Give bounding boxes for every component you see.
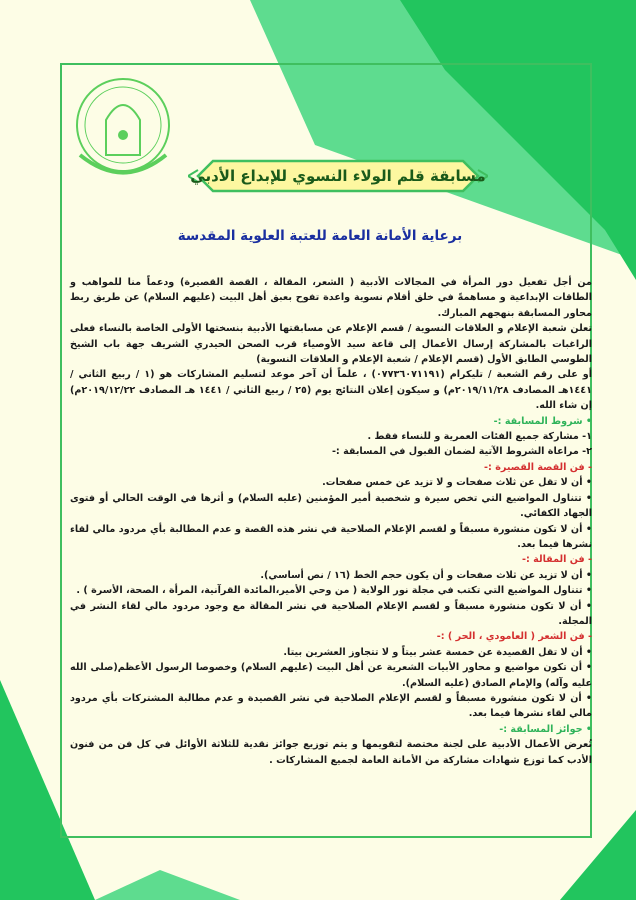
rule-item: • تتناول المواضيع التي تخص سيرة و شخصية أمير المؤمنين (عليه السلام) و أثرها في الوقت الحالي أو فتوى الجهاد الكفائي.: [70, 492, 592, 520]
intro-paragraph: من أجل تفعيل دور المرأة في المجالات الأدبية ( الشعر، المقالة ، القصة القصيرة) ودعماً منا للمواهب و الطاقات الإبداعية و مساهمةً في خلق أقلام نسوية واعدة تفوح بعبق أهل البيت (عليهم السلام) عن طريق ربط محاور المسابقة بنهجهم المبارك.: [70, 277, 592, 319]
green-shape-bottom-left-light: [95, 870, 240, 900]
rule-item: • أن لا تكون منشورة مسبقاً و لقسم الإعلام الصلاحية في نشر هذه القصة و عدم المطالبة بأي مردود مالي لقاء نشرها فيما بعد.: [70, 523, 592, 550]
announcement-body: [70, 275, 592, 768]
sponsorship-subtitle: برعاية الأمانة العامة للعتبة العلوية المقدسة: [177, 228, 463, 244]
short-story-heading: - فن القصة القصيرة :-: [484, 461, 592, 473]
rule-item: • أن لا تكون منشورة مسبقاً و لقسم الإعلام الصلاحية في نشر المقالة مع وجود مردود مالي لقاء النشر في المجلة.: [70, 600, 592, 627]
rule-item: • أن لا تقل القصيدة عن خمسة عشر بيتاً و لا تتجاوز العشرين بيتا.: [283, 646, 592, 658]
condition-item: ١- مشاركة جميع الفئات العمرية و للنساء فقط .: [367, 431, 592, 443]
condition-item: ٢- مراعاة الشروط الآتية لضمان القبول في المسابقة :-: [331, 446, 592, 458]
rule-item: • أن لا تقل عن ثلاث صفحات و لا تزيد عن خمس صفحات.: [322, 477, 592, 489]
prizes-text: تُعرض الأعمال الأدبية على لجنة مختصة لتقويمها و يتم توزيع جوائز نقدية للثلاثة الأوائل في كل فن من فنون الأدب كما توزع شهادات مشاركة من الأمانة العامة لجميع المشاركات .: [70, 739, 592, 766]
intro-paragraph: أو على رقم الشعبة / تليكرام (٠٧٧٣٦٠٧١١٩١) ، علماً أن آخر موعد لتسليم المشاركات هو (١ / ربيع الثاني / ١٤٤١هـ المصادف ٢٠١٩/١١/٢٨م) و سيكون إعلان النتائج يوم (٢٥ / ربيع الثاني / ١٤٤١ هـ المصادف ٢٠١٩/١٢/٢٢م) إن شاء الله.: [70, 369, 593, 412]
rule-item: • أن لا تزيد عن ثلاث صفحات و أن يكون حجم الخط (١٦ / نص أساسي).: [260, 569, 592, 581]
prizes-heading: • جوائز المسابقة :-: [499, 723, 592, 735]
rule-item: • أن لا تكون منشورة مسبقاً و لقسم الإعلام الصلاحية في نشر القصيدة و عدم مطالبة المشتركات بأي مردود مالي لقاء نشرها فيما بعد.: [70, 692, 592, 720]
organization-logo: [68, 75, 178, 185]
competition-title: مسابقة قلم الولاء النسوي للإبداع الأدبي: [190, 167, 486, 185]
rule-item: • أن تكون مواضيع و محاور الأبيات الشعرية عن أهل البيت (عليهم السلام) وخصوصا الرسول الأعظم(صلى الله عليه وآله) والإمام الصادق (عليه السلام).: [70, 662, 592, 689]
conditions-heading: • شروط المسابقة :-: [493, 415, 592, 427]
article-heading: - فن المقالة :-: [522, 554, 592, 566]
poetry-heading: - فن الشعر ( العامودي ، الحر ) :-: [436, 631, 592, 643]
intro-paragraph: تعلن شعبة الإعلام و العلاقات النسوية / قسم الإعلام عن مسابقتها الأدبية بنسختها الأولى الخاصة بالنساء فعلى الراغبات بالمشاركة إرسال الأعمال إلى قاعة سيد الأوصياء قرب الصحن الحيدري الشريف جهة باب الشيخ الطوسي الطابق الأول (قسم الإعلام / شعبة الإعلام و العلاقات النسوية): [70, 323, 592, 366]
rule-item: • تتناول المواضيع التي تكتب في مجلة نور الولاية ( من وحي الأمير،المائدة القرآنية، المرأة ، الصحة، الأسرة ) .: [76, 585, 592, 597]
